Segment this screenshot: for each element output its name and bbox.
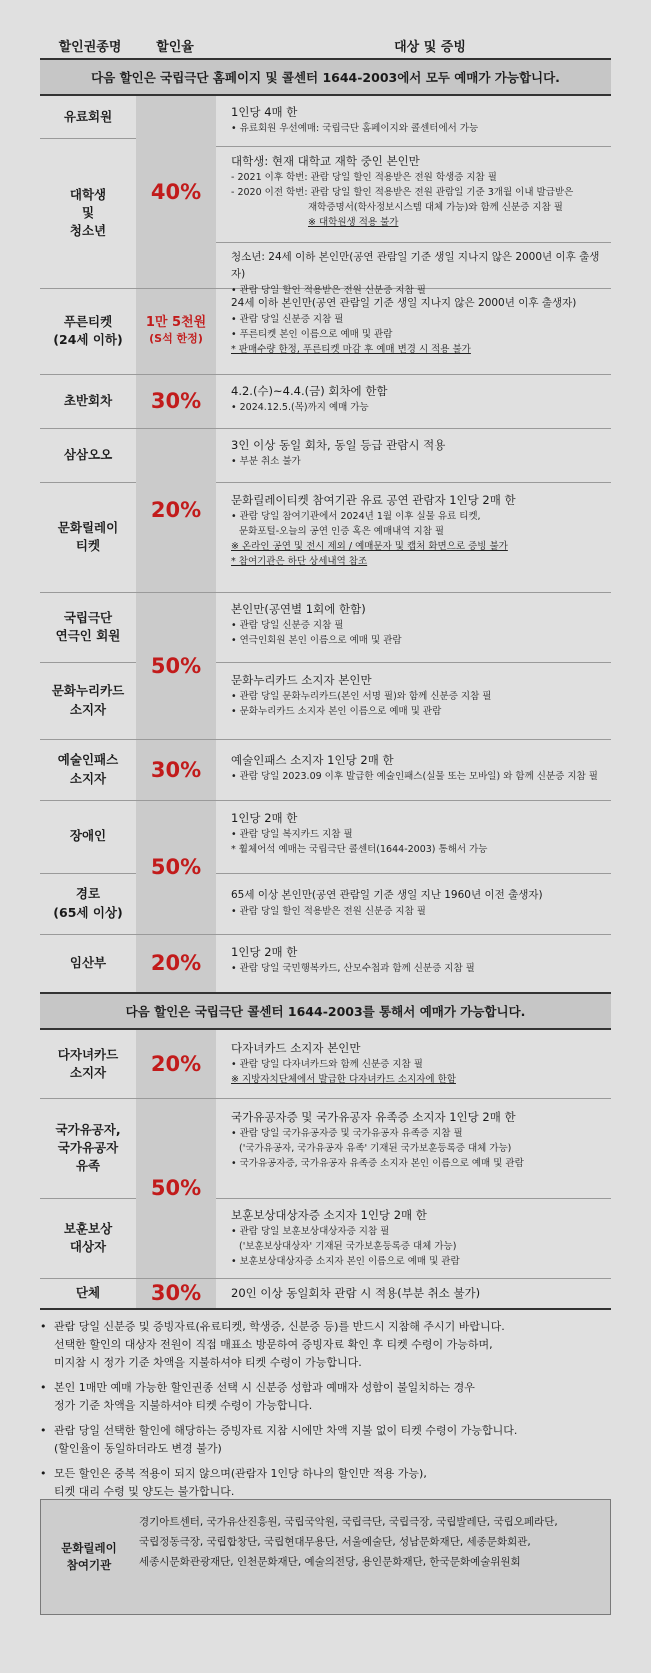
partner-line: 국립정동극장, 국립합창단, 국립현대무용단, 서울예술단, 성남문화재단, 세종문화회관, <box>139 1536 531 1548</box>
detail-title: 1인당 2매 한 <box>231 811 298 825</box>
detail-line: • 문화누리카드 소지자 본인 이름으로 예매 및 관람 <box>231 704 606 719</box>
rate-50-disabled: 50% <box>150 855 202 879</box>
detail-line: • 관람 당일 신분증 지참 필 <box>231 312 606 327</box>
discount-name-multichild: 다자녀카드 소지자 <box>57 1046 119 1080</box>
partner-label: 문화릴레이 참여기관 <box>61 1540 117 1572</box>
header-rate: 할인율 <box>156 40 194 55</box>
detail-student <box>231 153 606 230</box>
discount-name-disabled: 장애인 <box>69 828 107 844</box>
detail-youth <box>231 249 606 298</box>
detail-senior <box>231 887 606 919</box>
partner-list <box>139 1512 601 1572</box>
detail-line: • 보훈보상대상자증 소지자 본인 이름으로 예매 및 관람 <box>231 1254 606 1269</box>
detail-line: • 2024.12.5.(목)까지 예매 가능 <box>231 400 606 415</box>
detail-line: • 관람 당일 보훈보상대상자증 지참 필 <box>231 1224 606 1239</box>
partner-line: 경기아트센터, 국가유산진흥원, 국립국악원, 국립극단, 국립극장, 국립발레단, 국립오페라단, <box>139 1516 558 1528</box>
detail-title: 65세 이상 본인만(공연 관람일 기준 생일 지난 1960년 이전 출생자) <box>231 889 543 901</box>
detail-line: • 관람 당일 2023.09 이후 발급한 예술인패스(실물 또는 모바일) 와 함께 신분증 지참 필 <box>231 769 606 784</box>
discount-name-merit: 국가유공자, 국가유공자 유족 <box>55 1121 121 1174</box>
rate-blue-main: 1만 5천원 <box>145 315 207 331</box>
rate-20-multichild: 20% <box>150 1052 202 1076</box>
detail-title: 24세 이하 본인만(공연 관람일 기준 생일 지나지 않은 2000년 이후 출생자) <box>231 297 577 309</box>
notice-line: 티켓 대리 수령 및 양도는 불가합니다. <box>54 1485 235 1498</box>
detail-title: 4.2.(수)~4.4.(금) 회차에 한함 <box>231 384 388 398</box>
detail-title: 청소년: 24세 이하 본인만(공연 관람일 기준 생일 지나지 않은 2000년 이후 출생자) <box>231 251 600 280</box>
partner-institutions-box <box>40 1499 611 1615</box>
detail-title: 1인당 2매 한 <box>231 945 298 959</box>
rate-30-early: 30% <box>150 389 202 413</box>
detail-title: 문화릴레이티켓 참여기관 유료 공연 관람자 1인당 2매 한 <box>231 493 516 507</box>
notice-line: 미지참 시 정가 기준 차액을 지불하셔야 티켓 수령이 가능합니다. <box>54 1356 362 1369</box>
detail-line: - 2020 이전 학번: 관람 당일 할인 적용받은 전원 관람일 기준 3개월 이내 발급받은 <box>231 187 574 198</box>
table-bottom-rule <box>40 1308 611 1310</box>
row-divider <box>216 242 611 243</box>
detail-title: 문화누리카드 소지자 본인만 <box>231 673 372 687</box>
rate-30-group: 30% <box>150 1281 202 1305</box>
row-divider <box>216 482 611 483</box>
detail-artpass <box>231 752 606 784</box>
detail-early <box>231 383 606 415</box>
detail-line: ('보훈보상대상자' 기재된 국가보훈등록증 대체 가능) <box>239 1241 457 1252</box>
row-divider <box>216 873 611 874</box>
notice-line: • 관람 당일 신분증 및 증빙자료(유료티켓, 학생증, 신분증 등)를 반드시 지참해 주시기 바랍니다. <box>54 1320 505 1333</box>
detail-line: * 판매수량 한정, 푸른티켓 마감 후 예매 변경 시 적용 불가 <box>231 344 471 355</box>
detail-multichild <box>231 1040 606 1087</box>
detail-title: 국가유공자증 및 국가유공자 유족증 소지자 1인당 2매 한 <box>231 1110 516 1124</box>
discount-name-early: 초반회차 <box>63 392 113 408</box>
discount-name-group: 단체 <box>75 1284 101 1300</box>
detail-line: 문화포털-오늘의 공연 인증 혹은 예매내역 지참 필 <box>239 526 445 537</box>
notice-line: 선택한 할인의 대상자 전원이 직접 매표소 방문하여 증빙자료 확인 후 티켓 수령이 가능하며, <box>54 1338 493 1351</box>
row-divider <box>216 1198 611 1199</box>
detail-line: • 유료회원 우선예매: 국립극단 홈페이지와 콜센터에서 가능 <box>231 121 606 136</box>
detail-merit <box>231 1109 606 1171</box>
detail-line: • 국가유공자증, 국가유공자 유족증 소지자 본인 이름으로 예매 및 관람 <box>231 1156 606 1171</box>
notice-line: • 관람 당일 선택한 할인에 해당하는 증빙자료 지참 시에만 차액 지불 없이 티켓 수령이 가능합니다. <box>54 1424 518 1437</box>
detail-line: • 관람 당일 할인 적용받은 전원 신분증 지참 필 <box>231 904 606 919</box>
notice-line: (할인율이 동일하더라도 변경 불가) <box>54 1442 222 1455</box>
detail-line: • 관람 당일 국민행복카드, 산모수첩과 함께 신분증 지참 필 <box>231 961 606 976</box>
detail-line: * 휠체어석 예매는 국립극단 콜센터(1644-2003) 통해서 가능 <box>231 844 488 855</box>
detail-samsam <box>231 437 606 469</box>
detail-pregnant <box>231 944 606 976</box>
row-divider <box>216 146 611 147</box>
detail-member <box>231 104 606 136</box>
rate-20-pregnant: 20% <box>150 951 202 975</box>
discount-name-samsam: 삼삼오오 <box>63 446 113 462</box>
notice-item <box>40 1318 611 1372</box>
discount-name-member: 유료회원 <box>63 108 113 124</box>
detail-line: • 관람 당일 할인 적용받은 전원 신분증 지참 필 <box>231 283 606 298</box>
header-target: 대상 및 증빙 <box>394 40 466 55</box>
detail-title: 예술인패스 소지자 1인당 2매 한 <box>231 753 394 767</box>
discount-name-relay: 문화릴레이 티켓 <box>57 519 119 553</box>
discount-name-student: 대학생 및 청소년 <box>69 186 107 239</box>
discount-name-blue-ticket: 푸른티켓 (24세 이하) <box>53 313 123 347</box>
detail-disabled <box>231 810 606 857</box>
detail-line: ※ 지방자치단체에서 발급한 다자녀카드 소지자에 한함 <box>231 1074 456 1085</box>
rate-50-actor: 50% <box>150 653 202 678</box>
detail-line: - 2021 이후 학번: 관람 당일 할인 적용받은 전원 학생증 지참 필 <box>231 172 497 183</box>
header-discount-name: 할인권종명 <box>58 40 122 55</box>
detail-line: • 관람 당일 국가유공자증 및 국가유공자 유족증 지참 필 <box>231 1126 606 1141</box>
rate-20-relay: 20% <box>150 498 202 522</box>
detail-relay <box>231 492 606 569</box>
detail-title: 대학생: 현재 대학교 재학 중인 본인만 <box>231 154 420 168</box>
notice-item <box>40 1379 611 1415</box>
detail-line: • 푸른티켓 본인 이름으로 예매 및 관람 <box>231 327 606 342</box>
detail-line: • 관람 당일 참여기관에서 2024년 1월 이후 실물 유료 티켓, <box>231 509 606 524</box>
detail-line: • 관람 당일 다자녀카드와 함께 신분증 지참 필 <box>231 1057 606 1072</box>
detail-title: 보훈보상대상자증 소지자 1인당 2매 한 <box>231 1208 427 1222</box>
row-divider <box>216 662 611 663</box>
notice-line: 정가 기준 차액을 지불하셔야 티켓 수령이 가능합니다. <box>54 1399 313 1412</box>
rate-blue-sub: (S석 한정) <box>149 332 203 346</box>
notice-item <box>40 1422 611 1458</box>
detail-group <box>231 1285 606 1302</box>
discount-name-nuri-card: 문화누리카드 소지자 <box>51 683 125 717</box>
online-booking-notice: 다음 할인은 국립극단 홈페이지 및 콜센터 1644-2003에서 모두 예매가 가능합니다. <box>40 60 611 94</box>
discount-name-actor-member: 국립극단 연극인 회원 <box>55 609 121 643</box>
rate-50-merit: 50% <box>150 1176 202 1200</box>
detail-line: • 연극인회원 본인 이름으로 예매 및 관람 <box>231 633 606 648</box>
notice-list <box>40 1318 611 1508</box>
rate-40: 40% <box>150 180 202 204</box>
rate-blue-ticket <box>136 288 216 374</box>
detail-line: ※ 온라인 공연 및 전시 제외 / 예매문자 및 캡처 화면으로 증빙 불가 <box>231 541 508 552</box>
detail-line: ※ 대학원생 적용 불가 <box>308 217 399 228</box>
detail-line: • 관람 당일 신분증 지참 필 <box>231 618 606 633</box>
detail-title: 다자녀카드 소지자 본인만 <box>231 1041 361 1055</box>
detail-title: 본인만(공연별 1회에 한함) <box>231 602 366 616</box>
callcenter-booking-notice: 다음 할인은 국립극단 콜센터 1644-2003를 통해서 예매가 가능합니다. <box>40 994 611 1028</box>
detail-title: 3인 이상 동일 회차, 동일 등급 관람시 적용 <box>231 438 446 452</box>
discount-name-art-pass: 예술인패스 소지자 <box>57 752 119 786</box>
detail-title: 20인 이상 동일회차 관람 시 적용(부분 취소 불가) <box>231 1286 481 1300</box>
notice-item <box>40 1465 611 1501</box>
detail-actor <box>231 601 606 648</box>
discount-name-veteran: 보훈보상 대상자 <box>63 1220 113 1254</box>
partner-line: 세종시문화관광재단, 인천문화재단, 예술의전당, 용인문화재단, 한국문화예술위원회 <box>139 1556 521 1568</box>
detail-title: 1인당 4매 한 <box>231 105 298 119</box>
detail-veteran <box>231 1207 606 1269</box>
detail-nuri <box>231 672 606 719</box>
discount-name-senior: 경로 (65세 이상) <box>53 886 123 920</box>
detail-line: • 관람 당일 복지카드 지참 필 <box>231 827 606 842</box>
detail-line: ('국가유공자, 국가유공자 유족' 기재된 국가보훈등록증 대체 가능) <box>239 1143 512 1154</box>
detail-line: * 참여기관은 하단 상세내역 참조 <box>231 556 368 567</box>
discount-name-pregnant: 임산부 <box>69 954 107 970</box>
notice-line: • 본인 1매만 예매 가능한 할인권종 선택 시 신분증 성함과 예매자 성함이 불일치하는 경우 <box>54 1381 475 1394</box>
rate-30-artpass: 30% <box>150 757 202 782</box>
detail-blue-ticket <box>231 295 606 357</box>
detail-line: • 관람 당일 문화누리카드(본인 서명 필)와 함께 신분증 지참 필 <box>231 689 606 704</box>
detail-line: • 부분 취소 불가 <box>231 454 606 469</box>
notice-line: • 모든 할인은 중복 적용이 되지 않으며(관람자 1인당 하나의 할인만 적용 가능), <box>54 1467 427 1480</box>
detail-line: 재학증명서(학사정보시스템 대체 가능)와 함께 신분증 지참 필 <box>308 202 563 213</box>
